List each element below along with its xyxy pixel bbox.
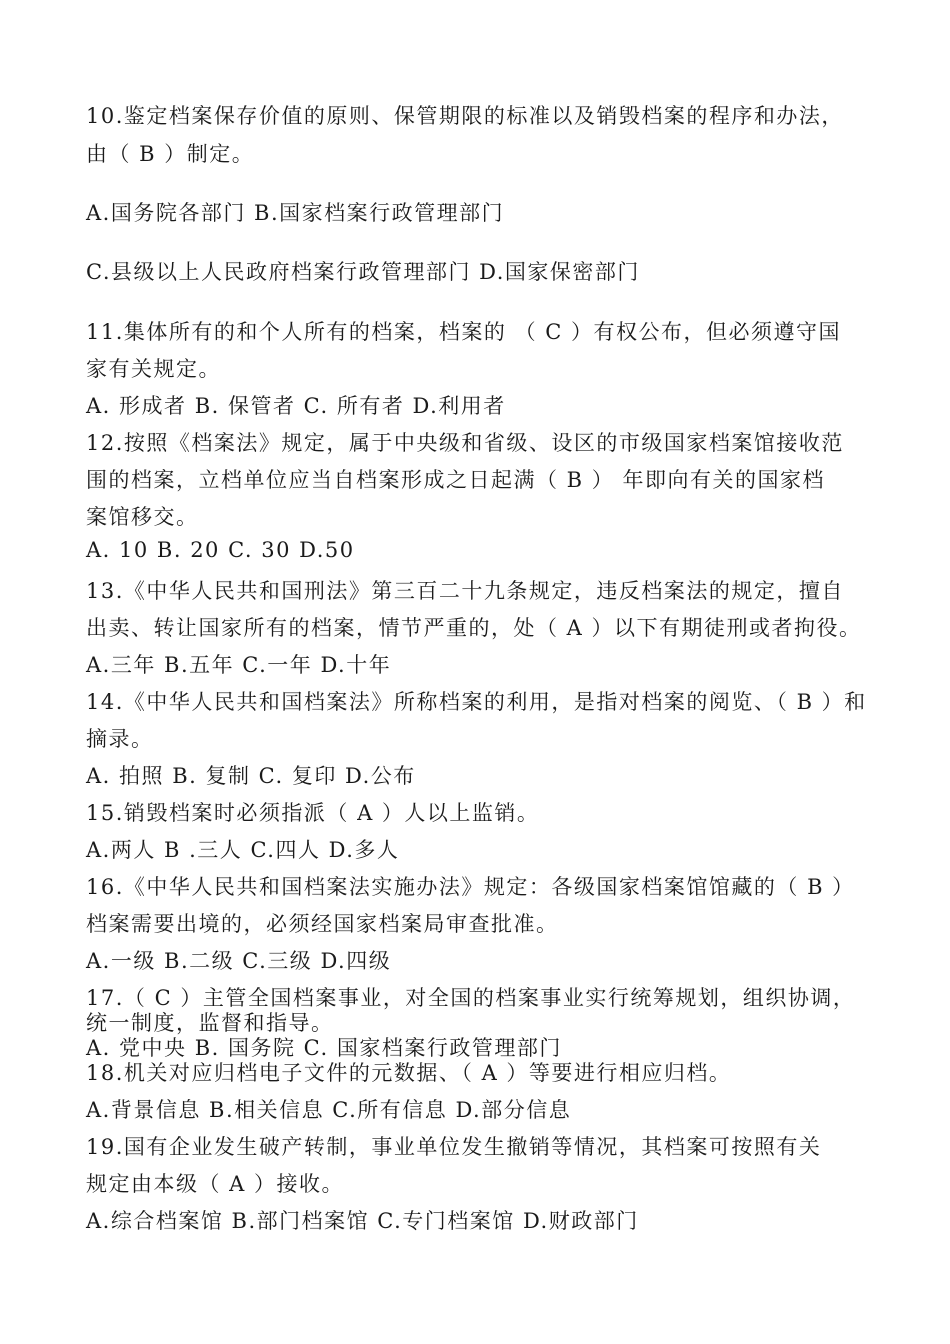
question-11-stem-line-2: 家有关规定。 bbox=[86, 357, 221, 381]
question-10-stem-line-1: 10.鉴定档案保存价值的原则、保管期限的标准以及销毁档案的程序和办法， bbox=[86, 104, 844, 128]
question-13-stem-line-2: 出卖、转让国家所有的档案，情节严重的，处（ A ）以下有期徒刑或者拘役。 bbox=[86, 616, 862, 640]
question-15-stem: 15.销毁档案时必须指派（ A ）人以上监销。 bbox=[86, 801, 540, 825]
question-12-stem-line-2: 围的档案，立档单位应当自档案形成之日起满（ B ） 年即向有关的国家档 bbox=[86, 468, 825, 492]
question-16-options: A.一级 B.二级 C.三级 D.四级 bbox=[86, 949, 392, 973]
question-12-options: A. 10 B. 20 C. 30 D.50 bbox=[86, 538, 355, 562]
question-11-options: A. 形成者 B. 保管者 C. 所有者 D.利用者 bbox=[86, 394, 506, 418]
question-12-stem-line-3: 案馆移交。 bbox=[86, 505, 199, 529]
question-13-stem-line-1: 13.《中华人民共和国刑法》第三百二十九条规定，违反档案法的规定，擅自 bbox=[86, 579, 844, 603]
question-16-stem-line-2: 档案需要出境的，必须经国家档案局审查批准。 bbox=[86, 912, 559, 936]
question-10-options-line-1: A.国务院各部门 B.国家档案行政管理部门 bbox=[86, 201, 505, 225]
question-10-stem-line-2: 由（ B ）制定。 bbox=[86, 142, 255, 166]
question-14-stem-line-2: 摘录。 bbox=[86, 727, 154, 751]
question-17-stem-line-1: 17.（ C ）主管全国档案事业，对全国的档案事业实行统筹规划，组织协调， bbox=[86, 986, 856, 1010]
question-14-stem-line-1: 14.《中华人民共和国档案法》所称档案的利用，是指对档案的阅览、（ B ）和 bbox=[86, 690, 867, 714]
question-14-options: A. 拍照 B. 复制 C. 复印 D.公布 bbox=[86, 764, 416, 788]
question-18-stem: 18.机关对应归档电子文件的元数据、（ A ）等要进行相应归档。 bbox=[86, 1061, 732, 1085]
question-11-stem-line-1: 11.集体所有的和个人所有的档案，档案的 （ C ）有权公布，但必须遵守国 bbox=[86, 320, 841, 344]
question-12-stem-line-1: 12.按照《档案法》规定，属于中央级和省级、设区的市级国家档案馆接收范 bbox=[86, 431, 844, 455]
question-19-options: A.综合档案馆 B.部门档案馆 C.专门档案馆 D.财政部门 bbox=[86, 1209, 639, 1233]
question-18-options: A.背景信息 B.相关信息 C.所有信息 D.部分信息 bbox=[86, 1098, 572, 1122]
question-10-options-line-2: C.县级以上人民政府档案行政管理部门 D.国家保密部门 bbox=[86, 260, 640, 284]
question-19-stem-line-1: 19.国有企业发生破产转制，事业单位发生撤销等情况，其档案可按照有关 bbox=[86, 1135, 822, 1159]
question-15-options: A.两人 B .三人 C.四人 D.多人 bbox=[86, 838, 400, 862]
question-16-stem-line-1: 16.《中华人民共和国档案法实施办法》规定：各级国家档案馆馆藏的（ B ） bbox=[86, 875, 855, 899]
question-17-options: A. 党中央 B. 国务院 C. 国家档案行政管理部门 bbox=[86, 1036, 562, 1060]
question-17-stem-line-2: 统一制度，监督和指导。 bbox=[86, 1011, 334, 1035]
question-13-options: A.三年 B.五年 C.一年 D.十年 bbox=[86, 653, 392, 677]
question-19-stem-line-2: 规定由本级（ A ）接收。 bbox=[86, 1172, 345, 1196]
